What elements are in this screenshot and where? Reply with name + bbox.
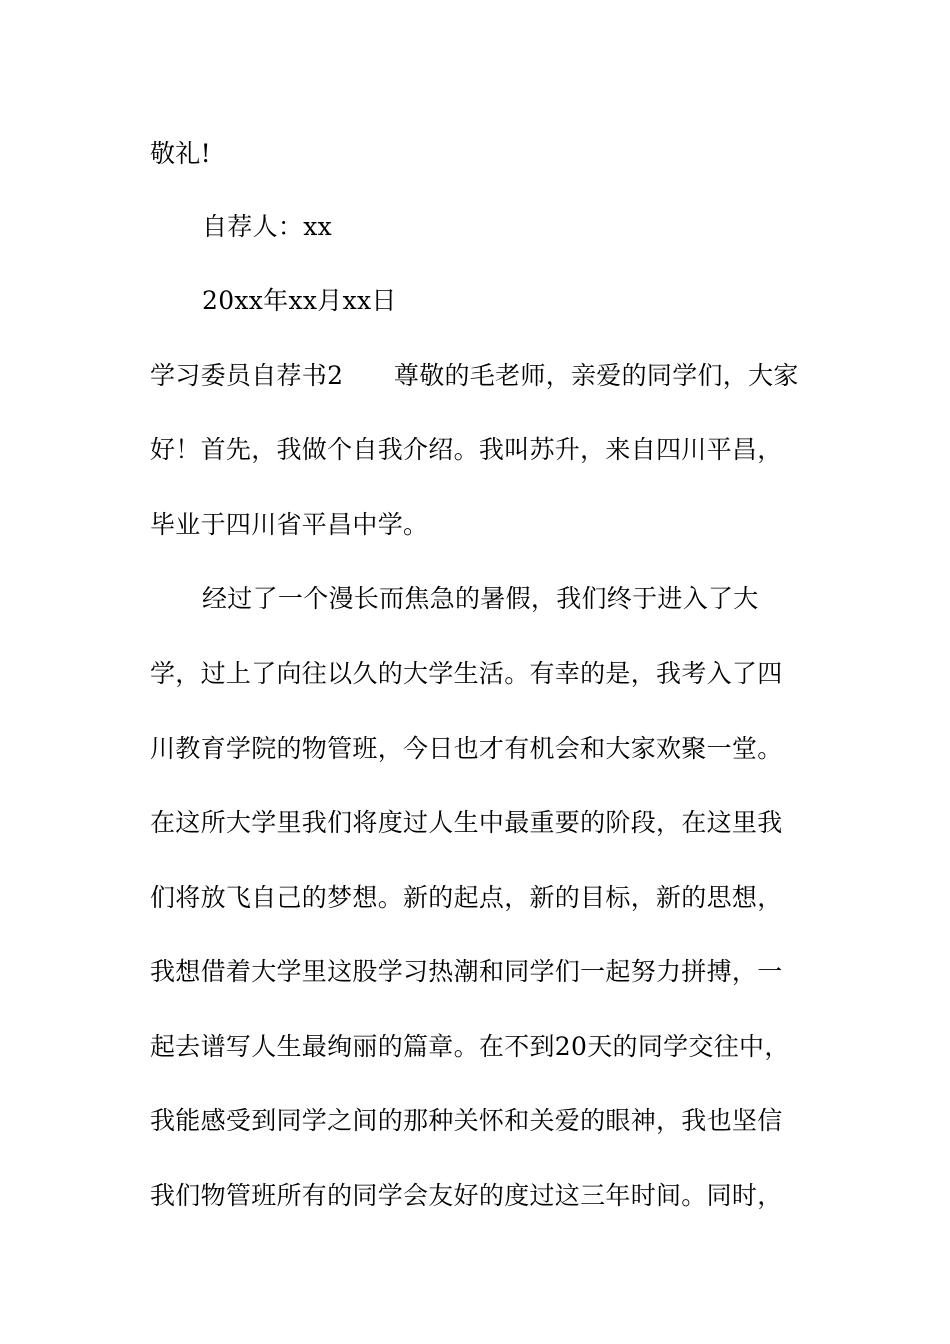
text-line: 好！首先，我做个自我介绍。我叫苏升，来自四川平昌， [150,435,783,464]
text-line: 川教育学院的物管班，今日也才有机会和大家欢聚一堂。 [150,734,783,763]
closing-salutation: 敬礼! [150,139,211,168]
text-line: 我能感受到同学之间的那种关怀和关爱的眼神，我也坚信 [150,1106,783,1135]
text-line: 我想借着大学里这股学习热潮和同学们一起努力拼搏，一 [150,957,783,986]
text-line: 学，过上了向往以久的大学生活。有幸的是，我考入了四 [150,659,783,688]
date-line: 20xx年xx月xx日 [202,286,397,315]
signature-line: 自荐人：xx [202,212,332,241]
text-line: 毕业于四川省平昌中学。 [150,510,429,539]
text-line: 们将放飞自己的梦想。新的起点，新的目标，新的思想， [150,883,783,912]
text-line: 经过了一个漫长而焦急的暑假，我们终于进入了大 [202,584,759,613]
text-line: 学习委员自荐书2 尊敬的毛老师，亲爱的同学们，大家 [150,361,799,390]
text-line: 在这所大学里我们将度过人生中最重要的阶段，在这里我 [150,808,783,837]
text-line: 起去谱写人生最绚丽的篇章。在不到20天的同学交往中， [150,1032,790,1061]
text-line: 我们物管班所有的同学会友好的度过这三年时间。同时， [150,1181,783,1210]
